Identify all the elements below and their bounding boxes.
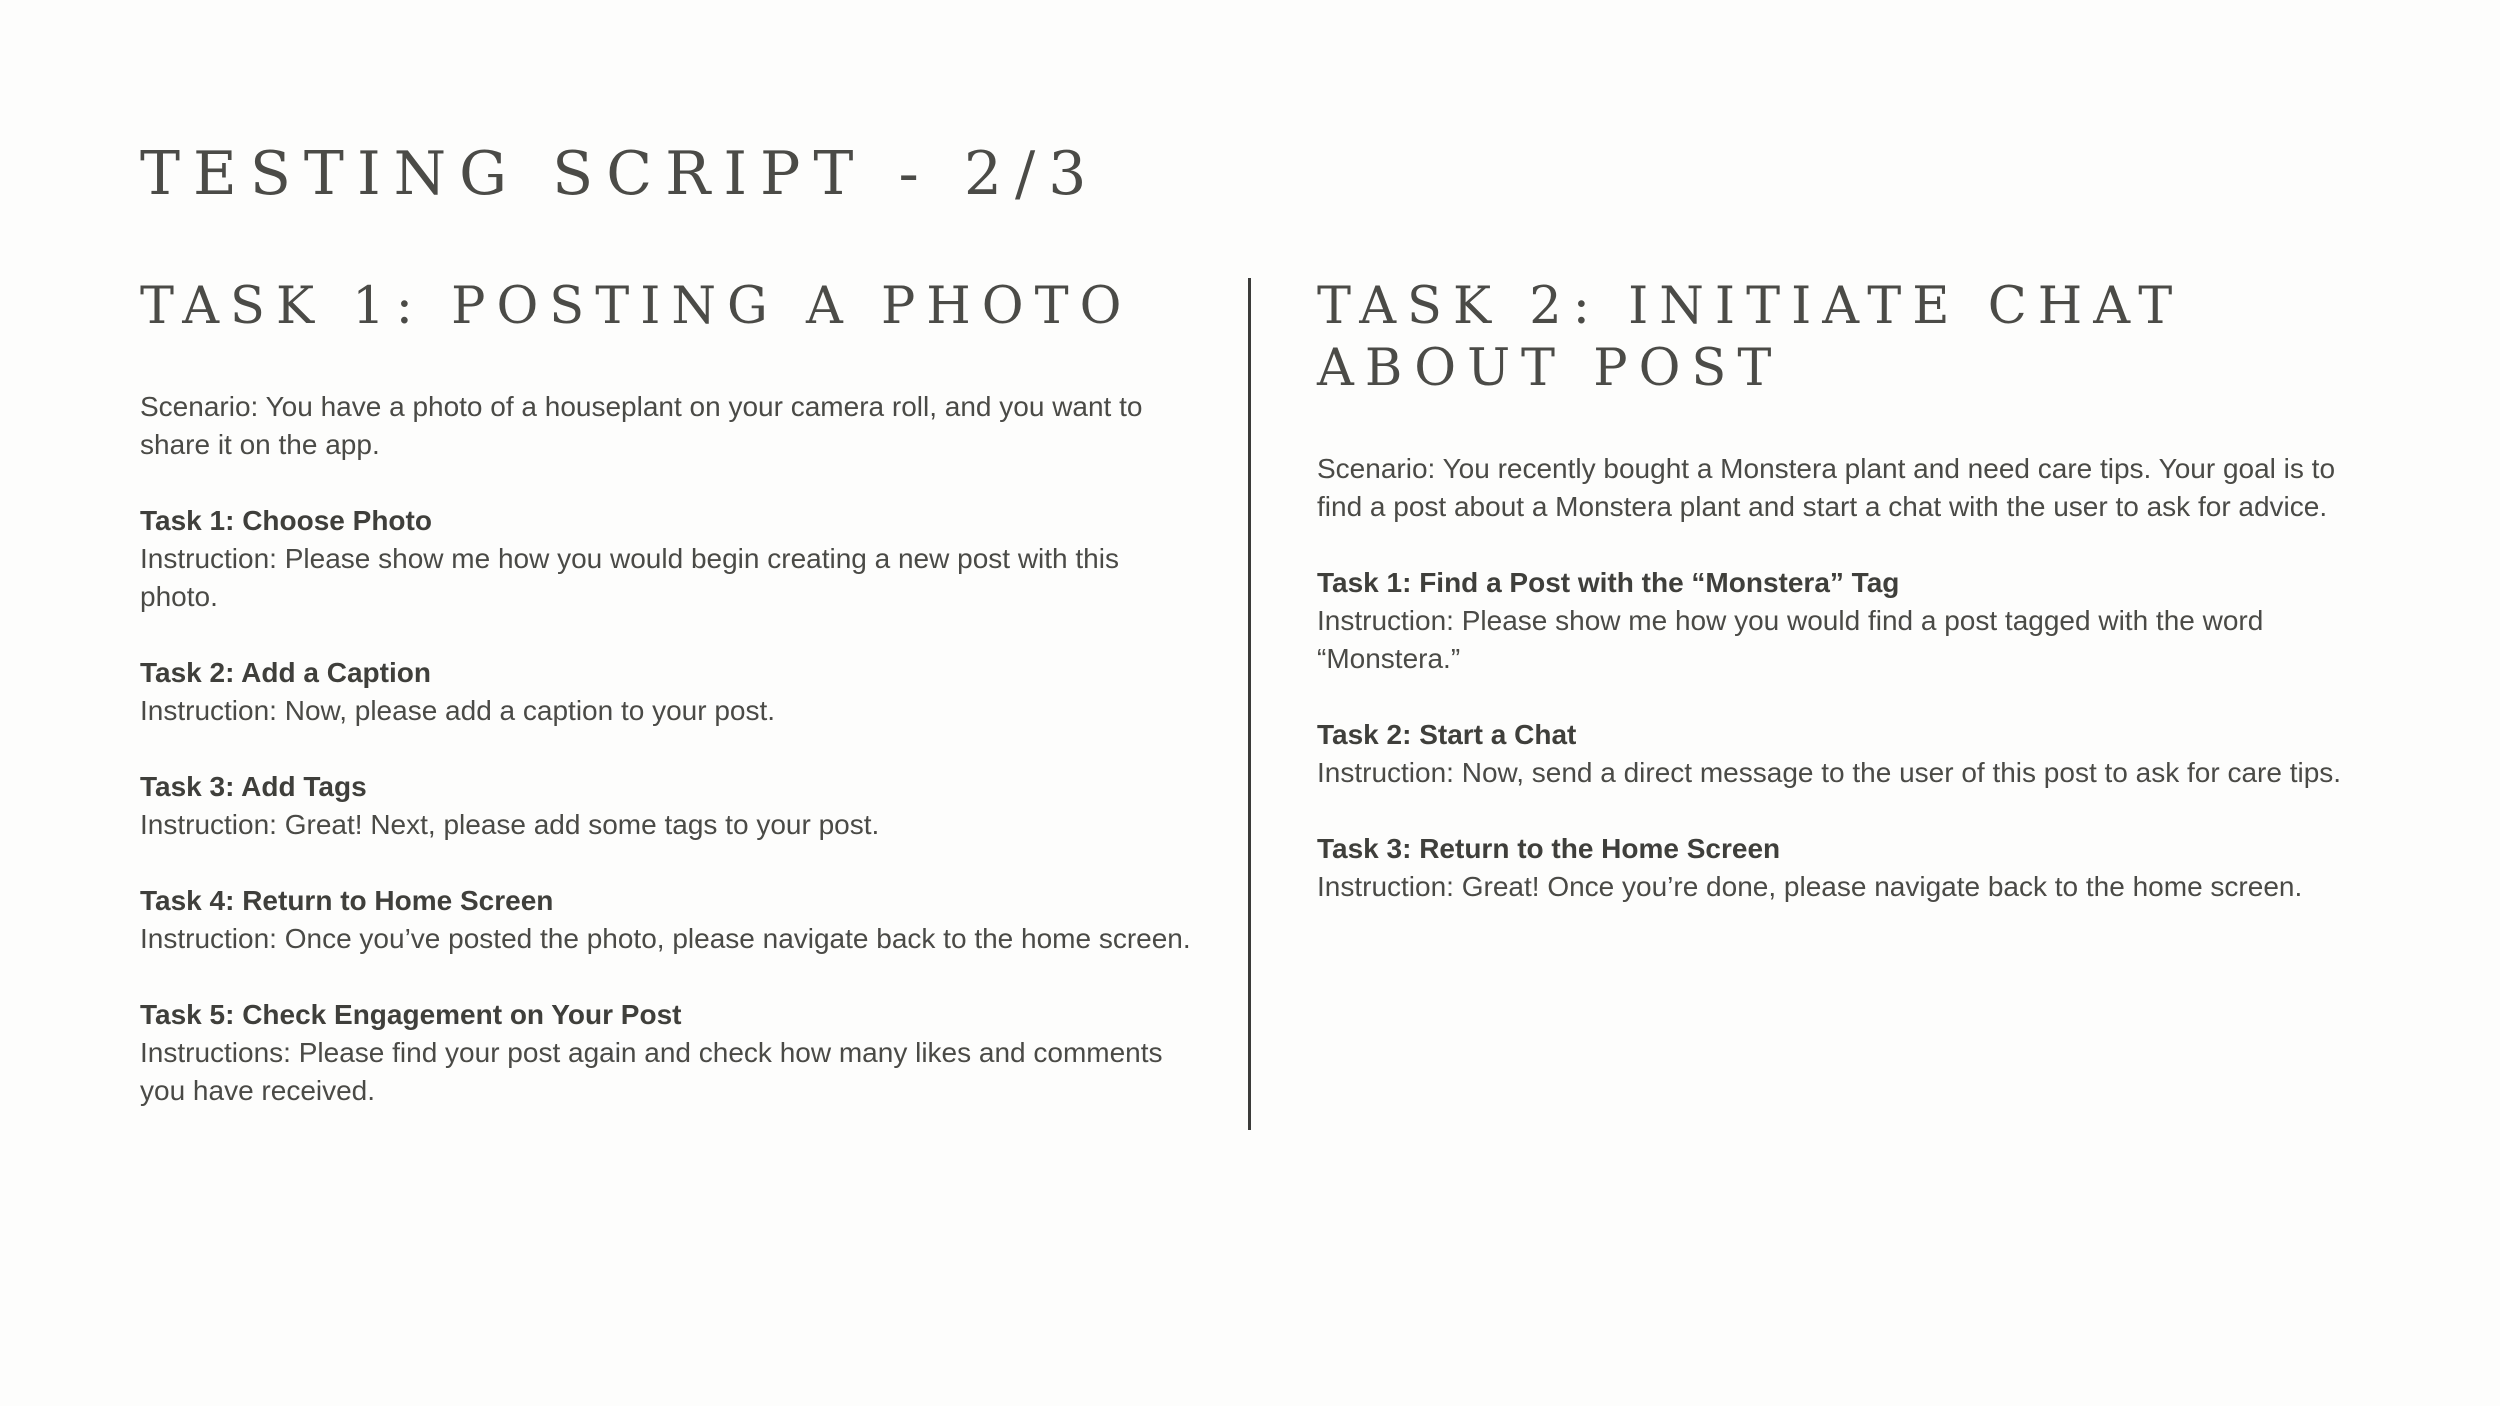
- subtask-instruction: Instruction: Now, send a direct message to the user of this post to ask for care tips.: [1317, 757, 2342, 788]
- column-divider: [1248, 278, 1251, 1130]
- subtask-instruction: Instruction: Now, please add a caption to your post.: [140, 695, 776, 726]
- subtask-instruction: Instructions: Please find your post again and check how many likes and comments you have received.: [140, 1037, 1163, 1106]
- subtask-title: Task 1: Choose Photo: [140, 505, 432, 536]
- task-1-column: [140, 276, 1195, 1148]
- subtask-title: Task 2: Start a Chat: [1317, 719, 1577, 750]
- subtask-title: Task 4: Return to Home Screen: [140, 885, 554, 916]
- subtask-block: [1317, 716, 2372, 792]
- subtask-title: Task 3: Add Tags: [140, 771, 367, 802]
- subtask-block: [1317, 830, 2372, 906]
- scenario-text: Scenario: You have a photo of a houseplant on your camera roll, and you want to share it on the app.: [140, 391, 1143, 460]
- subtask-title: Task 3: Return to the Home Screen: [1317, 833, 1781, 864]
- subtask-instruction: Instruction: Please show me how you would find a post tagged with the word “Monstera.”: [1317, 605, 2264, 674]
- subtask-instruction: Instruction: Once you’ve posted the photo, please navigate back to the home screen.: [140, 923, 1191, 954]
- page-title: TESTING SCRIPT - 2/3: [140, 139, 1100, 209]
- subtask-block: [140, 654, 1195, 730]
- subtask-block: [140, 882, 1195, 958]
- subtask-title: Task 2: Add a Caption: [140, 657, 431, 688]
- subtask-block: [140, 996, 1195, 1110]
- section-heading-posting-photo: TASK 1: POSTING A PHOTO: [140, 277, 1133, 336]
- subtask-instruction: Instruction: Please show me how you would begin creating a new post with this photo.: [140, 543, 1119, 612]
- subtask-instruction: Instruction: Great! Next, please add some tags to your post.: [140, 809, 880, 840]
- subtask-block: [140, 768, 1195, 844]
- subtask-title: Task 1: Find a Post with the “Monstera” Tag: [1317, 567, 1900, 598]
- subtask-block: [140, 502, 1195, 616]
- task-2-column: [1317, 276, 2372, 944]
- subtask-title: Task 5: Check Engagement on Your Post: [140, 999, 682, 1030]
- subtask-instruction: Instruction: Great! Once you’re done, please navigate back to the home screen.: [1317, 871, 2303, 902]
- scenario-text: Scenario: You recently bought a Monstera plant and need care tips. Your goal is to find a post about a Monstera plant and start a chat with the user to ask for advice.: [1317, 453, 2336, 522]
- section-heading-initiate-chat: TASK 2: INITIATE CHAT ABOUT POST: [1317, 277, 2184, 398]
- subtask-block: [1317, 564, 2372, 678]
